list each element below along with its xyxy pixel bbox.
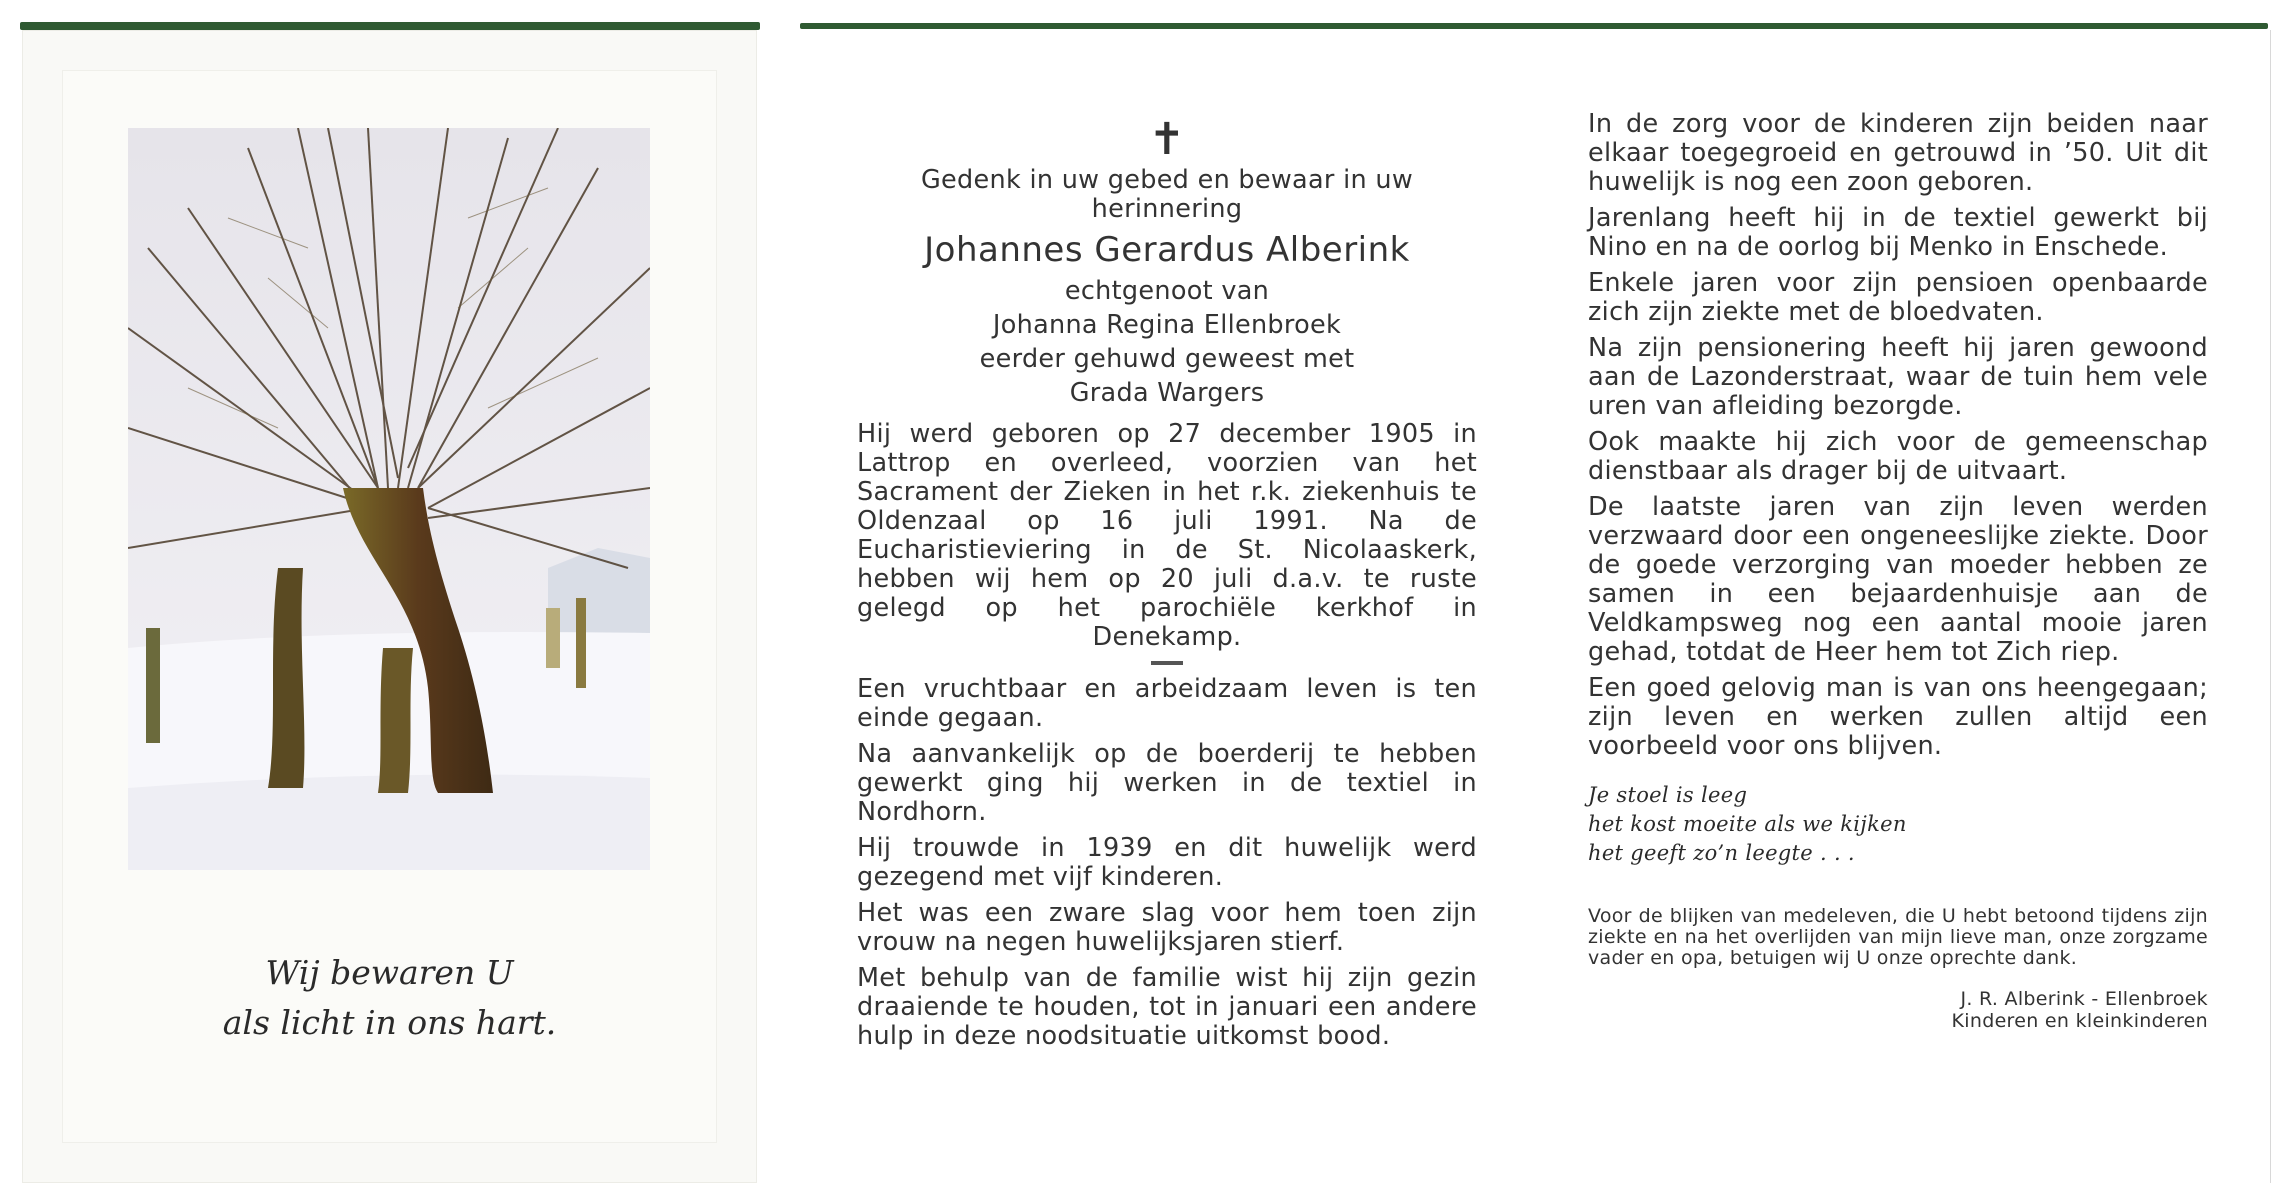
willow-tree-illustration (128, 128, 650, 870)
deceased-name: Johannes Gerardus Alberink (924, 230, 1410, 270)
thanks-text: Voor de blijken van medeleven, die U hebt betoond tijdens zijn ziekte en na het overlijden van mijn lieve man, onze zorgzame vader en opa, betuigen wij U onze oprechte dank. (1588, 905, 2208, 969)
previous-spouse-name: Grada Wargers (1069, 378, 1265, 408)
motto-text (22, 948, 757, 1048)
paragraph: Na zijn pensionering heeft hij jaren gewoond aan de Lazonderstraat, waar de tuin hem vele uren van afleiding bezorgde. (1588, 333, 2208, 421)
signature (1588, 988, 2208, 1032)
intro-line: Gedenk in uw gebed en bewaar in uw (921, 165, 1413, 195)
left-card-top-edge (20, 22, 760, 30)
poem-line: het kost moeite als we kijken (1588, 812, 1907, 836)
memorial-card-text (803, 30, 2271, 1183)
poem-line: het geeft zo’n leegte . . . (1588, 841, 1855, 865)
poem (1588, 781, 2208, 868)
motto-line: als licht in ons hart. (222, 1003, 557, 1042)
motto-line: Wij bewaren U (265, 953, 514, 992)
paragraph: Jarenlang heeft hij in de textiel gewerkt bij Nino en na de oorlog bij Menko in Enschede. (1588, 203, 2208, 262)
paragraph: Een vruchtbaar en arbeidzaam leven is ten einde gegaan. (857, 674, 1477, 733)
tree-photo (128, 128, 650, 870)
cross-icon: ✝ (1148, 114, 1186, 165)
paragraph: Hij trouwde in 1939 en dit huwelijk werd gezegend met vijf kinderen. (857, 833, 1477, 892)
paragraph: Na aanvankelijk op de boerderij te hebben gewerkt ging hij werken in de textiel in Nordhorn. (857, 739, 1477, 827)
poem-line: Je stoel is leeg (1588, 783, 1748, 807)
intro-line: herinnering (1091, 194, 1243, 224)
paragraph: Ook maakte hij zich voor de gemeenschap dienstbaar als drager bij de uitvaart. (1588, 427, 2208, 486)
right-card-top-edge (800, 23, 2268, 29)
paragraph: Het was een zware slag voor hem toen zijn vrouw na negen huwelijksjaren stierf. (857, 898, 1477, 957)
signature-line: Kinderen en kleinkinderen (1951, 1010, 2208, 1032)
signature-line: J. R. Alberink - Ellenbroek (1960, 988, 2208, 1010)
paragraph: In de zorg voor de kinderen zijn beiden naar elkaar toegegroeid en getrouwd in ’50. Uit dit huwelijk is nog een zoon geboren. (1588, 109, 2208, 197)
text-column-right (1588, 110, 2208, 1032)
memorial-card-front (22, 30, 757, 1183)
spouse-label: echtgenoot van (1064, 276, 1270, 306)
divider (1151, 661, 1183, 665)
biography-intro: Hij werd geboren op 27 december 1905 in Lattrop en overleed, voorzien van het Sacrament der Zieken in het r.k. ziekenhuis te Oldenzaal op 16 juli 1991. Na de Eucharistieviering in de St. Nicolaaskerk, hebben wij hem op 20 juli d.a.v. te ruste gelegd op het parochiële kerkhof in Denekamp. (857, 419, 1477, 652)
paragraph: Enkele jaren voor zijn pensioen openbaarde zich zijn ziekte met de bloedvaten. (1588, 268, 2208, 327)
previous-marriage-label: eerder gehuwd geweest met (979, 344, 1355, 374)
spouse-name: Johanna Regina Ellenbroek (992, 310, 1342, 340)
paragraph: Een goed gelovig man is van ons heengegaan; zijn leven en werken zullen altijd een voorbeeld voor ons blijven. (1588, 673, 2208, 761)
paragraph: Met behulp van de familie wist hij zijn gezin draaiende te houden, tot in januari een andere hulp in deze noodsituatie uitkomst bood. (857, 963, 1477, 1051)
paragraph: De laatste jaren van zijn leven werden verzwaard door een ongeneeslijke ziekte. Door de goede verzorging van moeder hebben ze samen in een bejaardenhuisje aan de Veldkampsweg nog een aantal mooie jaren gehad, totdat de Heer hem tot Zich riep. (1588, 492, 2208, 667)
text-column-left (857, 114, 1477, 1058)
